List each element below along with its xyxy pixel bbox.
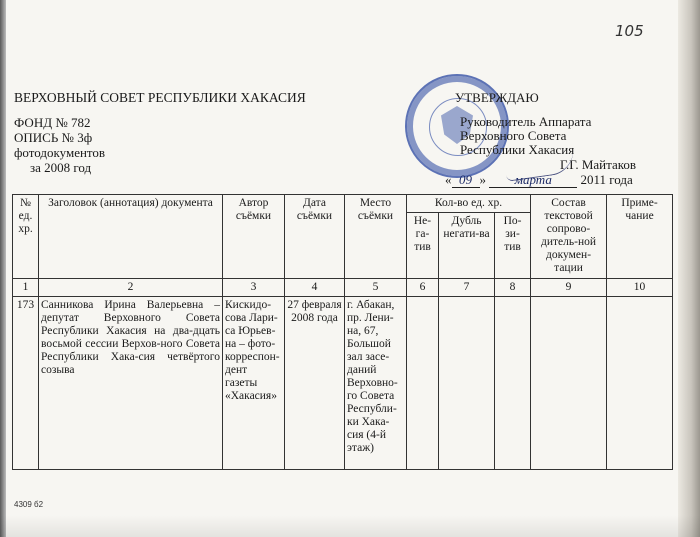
footer-code: 4309 б2 — [14, 500, 44, 509]
approval-date-day: 09 — [452, 172, 480, 188]
table-row — [13, 297, 673, 470]
cell-place: г. Абакан, пр. Лени-на, 67, Большой зал засе-даний Верховно-го Совета Республи-ки Хака-сия (4-й этаж) — [345, 297, 407, 470]
column-number: 1 — [13, 279, 39, 297]
column-number: 4 — [285, 279, 345, 297]
cell-positive — [495, 297, 531, 470]
cell-num: 173 — [13, 297, 39, 470]
column-number: 9 — [531, 279, 607, 297]
column-number-row — [13, 279, 673, 297]
approval-date-year: 2011 года — [580, 172, 633, 187]
approval-position-1: Руководитель Аппарата — [460, 114, 592, 129]
column-number: 7 — [439, 279, 495, 297]
column-number: 6 — [407, 279, 439, 297]
col-header-num: № ед. хр. — [13, 195, 39, 279]
approval-signer: Г.Г. Майтаков — [560, 157, 637, 172]
col-header-text-docs: Состав текстовой сопрово-дитель-ной докумен-тации — [531, 195, 607, 279]
column-number: 10 — [607, 279, 673, 297]
cell-text-docs — [531, 297, 607, 470]
cell-date: 27 февраля 2008 года — [285, 297, 345, 470]
col-header-positive: По-зи-тив — [495, 213, 531, 279]
fond-number: ФОНД № 782 — [14, 115, 91, 130]
col-header-note: Приме-чание — [607, 195, 673, 279]
col-header-dub-negative: Дубль негати-ва — [439, 213, 495, 279]
cell-title: Санникова Ирина Валерьевна – депутат Верховного Совета Республики Хакасия на два-дцать восьмой сессии Верхов-ного Совета Республики Хака-сия четвёртого созыва — [39, 297, 223, 470]
opis-number: ОПИСЬ № 3ф — [14, 130, 93, 145]
column-number: 2 — [39, 279, 223, 297]
inventory-table — [12, 194, 673, 470]
cell-negative — [407, 297, 439, 470]
document-year: за 2008 год — [30, 160, 92, 175]
col-header-negative: Не-га-тив — [407, 213, 439, 279]
page-fold — [678, 0, 700, 537]
page-shadow — [0, 515, 700, 537]
col-header-quantity: Кол-во ед. хр. — [407, 195, 531, 213]
handwritten-page-number: 105 — [615, 22, 644, 40]
cell-dub-negative — [439, 297, 495, 470]
col-header-place: Место съёмки — [345, 195, 407, 279]
approval-date-month: марта — [489, 172, 577, 188]
column-number: 3 — [223, 279, 285, 297]
approval-position-3: Республики Хакасия — [460, 142, 575, 157]
approval-date: « 09 » марта 2011 года — [445, 172, 633, 187]
cell-author: Кискидо-сова Лари-са Юрьев-на – фото-корреспон-дент газеты «Хакасия» — [223, 297, 285, 470]
col-header-title: Заголовок (аннотация) документа — [39, 195, 223, 279]
binding-edge — [0, 0, 6, 537]
column-number: 8 — [495, 279, 531, 297]
col-header-author: Автор съёмки — [223, 195, 285, 279]
cell-note — [607, 297, 673, 470]
document-type: фотодокументов — [14, 145, 106, 160]
col-header-date: Дата съёмки — [285, 195, 345, 279]
approval-title: УТВЕРЖДАЮ — [455, 90, 539, 105]
organization-title: ВЕРХОВНЫЙ СОВЕТ РЕСПУБЛИКИ ХАКАСИЯ — [14, 90, 306, 105]
approval-position-2: Верховного Совета — [460, 128, 567, 143]
column-number: 5 — [345, 279, 407, 297]
table-header-row — [13, 195, 673, 213]
